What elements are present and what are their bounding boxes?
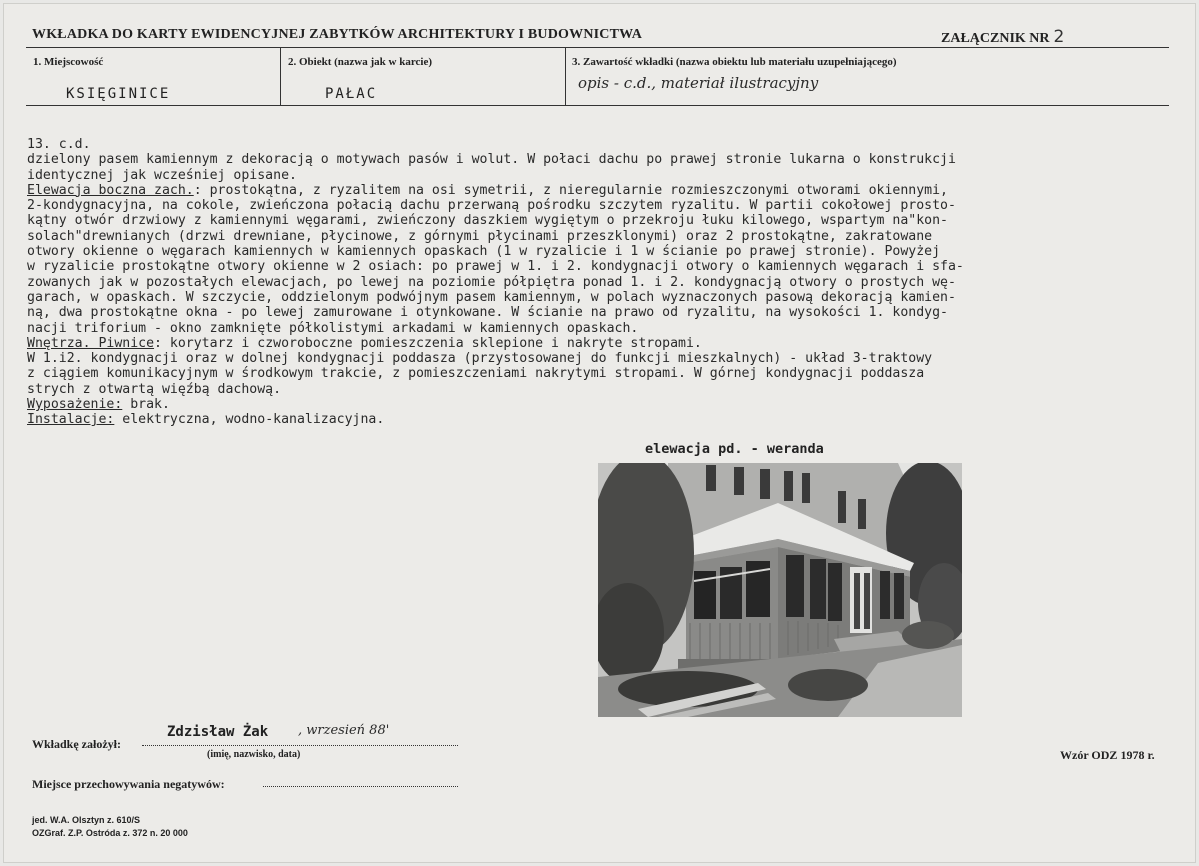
founder-name: Zdzisław Żak — [167, 724, 269, 740]
body-line: strych z otwartą więźbą dachową. — [27, 381, 282, 397]
header-rule-bottom — [26, 105, 1169, 106]
description-text — [27, 137, 1187, 428]
place-label: 1. Miejscowość — [33, 56, 104, 68]
contents-label: 3. Zawartość wkładki (nazwa obiektu lub materiału uzupełniającego) — [572, 56, 897, 68]
section-heading-interiors: Wnętrza. Piwnice — [27, 335, 155, 351]
section-heading-west-elevation: Elewacja boczna zach. — [27, 182, 194, 198]
section-heading-equipment: Wyposażenie: — [27, 397, 123, 413]
form-model: Wzór ODZ 1978 r. — [1060, 748, 1155, 762]
body-line: dzielony pasem kamiennym z dekoracją o motywach pasów i wolut. W połaci dachu po prawej stronie lukarna o konstrukcji — [27, 152, 956, 168]
founder-label: Wkładkę założył: — [32, 737, 121, 751]
field-divider-2 — [565, 47, 566, 106]
print-note-1: jed. W.A. Olsztyn z. 610/S — [32, 815, 141, 825]
veranda-photo — [598, 463, 962, 717]
header-rule-top — [26, 47, 1169, 48]
storage-label: Miejsce przechowywania negatywów: — [32, 777, 225, 791]
print-note-2: OZGraf. Z.P. Ostróda z. 372 n. 20 000 — [32, 828, 188, 838]
body-line: W 1.i2. kondygnacji oraz w dolnej kondygnacji poddasza (przystosowanej do funkcji mieszkalnych) - układ 3-traktowy — [27, 351, 933, 367]
founder-date-handwritten: , wrzesień 88' — [298, 723, 390, 738]
contents-value-handwritten: opis - c.d., materiał ilustracyjny — [578, 74, 819, 92]
place-value: KSIĘGINICE — [66, 86, 171, 102]
object-label: 2. Obiekt (nazwa jak w karcie) — [288, 56, 433, 68]
body-line: z ciągiem komunikacyjnym w środkowym trakcie, z pomieszczeniami nakrytymi stropami. W górnej kondygnacji poddasza — [27, 366, 925, 382]
annex-number-handwritten: 2 — [1053, 27, 1065, 47]
body-line: : korytarz i czworoboczne pomieszczenia sklepione i nakryte stropami. — [154, 335, 702, 351]
storage-line — [263, 786, 458, 787]
body-line: nacji triforium - okno zamknięte półkolistymi arkadami w kamiennych opaskach. — [27, 320, 639, 336]
veranda-photo-image — [598, 463, 962, 717]
body-line: elektryczna, wodno-kanalizacyjna. — [114, 412, 385, 428]
founder-line — [142, 745, 458, 746]
body-line: w ryzalicie prostokątne otwory okienne w 2 osiach: po prawej w 1. i 2. kondygnacji otwory o kamiennych węgarach i sfa- — [27, 259, 964, 275]
body-line: ną, dwa prostokątne okna - po lewej zamurowane i otynkowane. W ścianie na prawo od ryzalitu, na wysokości 1. kondyg- — [27, 305, 948, 321]
section-heading-installations: Instalacje: — [27, 412, 115, 428]
object-value: PAŁAC — [325, 86, 378, 102]
body-line: 2-kondygnacyjna, na cokole, zwieńczona połacią dachu przerwaną pośrodku szczytem ryzalitu. W partii cokołowej prosto- — [27, 198, 956, 214]
body-line: 13. c.d. — [27, 137, 91, 152]
annex-label: ZAŁĄCZNIK NR — [941, 31, 1050, 46]
body-line: : prostokątna, z ryzalitem na osi symetrii, z nieregularnie rozmieszczonymi otworami okiennymi, — [193, 182, 948, 198]
body-line: zowanych jak w pozostałych elewacjach, po lewej na poziomie półpiętra ponad 1. i 2. kondygnacją otwory o prostych wę- — [27, 274, 956, 290]
photo-caption: elewacja pd. - weranda — [645, 441, 824, 457]
field-divider-1 — [280, 47, 281, 106]
body-line: brak. — [122, 397, 170, 413]
form-title: WKŁADKA DO KARTY EWIDENCYJNEJ ZABYTKÓW ARCHITEKTURY I BUDOWNICTWA — [32, 27, 643, 42]
body-line: kątny otwór drzwiowy z kamiennymi węgarami, zwieńczony daszkiem wygiętym o przekroju łuku kilowego, wspartym na"kon- — [27, 213, 948, 229]
body-line: garach, w opaskach. W szczycie, oddzielonym podwójnym pasem kamiennym, w polach wyznaczonych pasową dekoracją kamien- — [27, 289, 956, 305]
body-line: solach"drewnianych (drzwi drewniane, płycinowe, z górnymi płycinami przeszklonymi) oraz 2 prostokątne, zakratowane — [27, 228, 933, 244]
annex-number — [941, 27, 1064, 47]
founder-note: (imię, nazwisko, data) — [207, 749, 301, 760]
body-line: identycznej jak wcześniej opisane. — [27, 167, 297, 183]
body-line: otwory okienne o węgarach kamiennych w kamiennych opaskach (1 w ryzalicie i 1 w ścianie po prawej stronie). Powyżej — [27, 244, 941, 260]
